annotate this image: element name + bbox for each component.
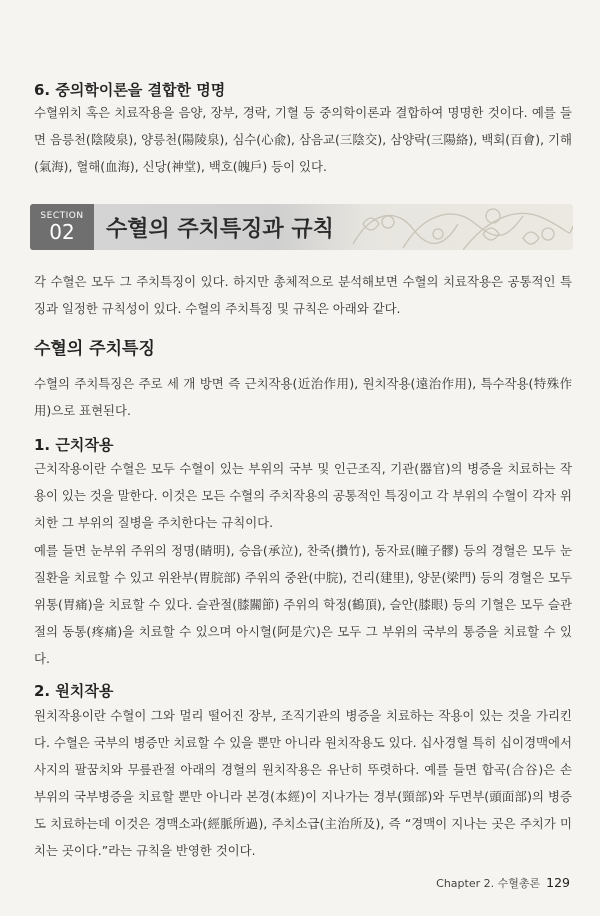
section-banner: [30, 204, 573, 250]
sub1-paragraph-2: 예를 들면 눈부위 주위의 정명(睛明), 승읍(承泣), 찬죽(攢竹), 동자료(瞳子髎) 등의 경혈은 모두 눈질환을 치료할 수 있고 위완부(胃脘部) 주위의 중완(中脘), 건리(建里), 양문(梁門) 등의 경혈은 모두 위통(胃痛)을 치료할 수 있다. 슬관절(膝關節) 주위의 학정(鶴頂), 슬안(膝眼) 등의 기혈은 모두 슬관절의 동통(疼痛)을 치료할 수 있으며 아시혈(阿是穴)은 모두 그 부위의 국부의 통증을 치료할 수 있다.: [34, 543, 572, 666]
page-number: 129: [546, 875, 570, 890]
floral-pattern-icon: [343, 204, 573, 250]
section-number-box: [30, 204, 94, 250]
section-label: SECTION: [40, 211, 84, 221]
section-number: 02: [49, 220, 75, 244]
banner-title: 수혈의 주치특징과 규칙: [106, 217, 334, 242]
intro-paragraph: 각 수혈은 모두 그 주치특징이 있다. 하지만 총체적으로 분석해보면 수혈의 치료작용은 공통적인 특징과 일정한 규칙성이 있다. 수혈의 주치특징 및 규칙은 아래와 같다.: [34, 274, 572, 316]
sub1-heading: 1. 근치작용: [34, 436, 114, 454]
main-paragraph: 수혈의 주치특징은 주로 세 개 방면 즉 근치작용(近治作用), 원치작용(遠治作用), 특수작용(特殊作用)으로 표현된다.: [34, 376, 572, 418]
section6-heading: 6. 중의학이론을 결합한 명명: [34, 81, 226, 99]
chapter-label: Chapter 2. 수혈총론: [436, 877, 541, 890]
main-heading: 수혈의 주치특징: [34, 339, 155, 359]
sub2-heading: 2. 원치작용: [34, 682, 114, 700]
sub1-paragraph-1: 근치작용이란 수혈은 모두 수혈이 있는 부위의 국부 및 인근조직, 기관(器官)의 병증을 치료하는 작용이 있는 것을 말한다. 이것은 모든 수혈의 주치작용의 공통적인 특징이고 각 부위의 수혈이 각자 위치한 그 부위의 질병을 주치한다는 규칙이다.: [34, 461, 572, 530]
page-footer: [436, 875, 570, 891]
sub2-paragraph-1: 원치작용이란 수혈이 그와 멀리 떨어진 장부, 조직기관의 병증을 치료하는 작용이 있는 것을 가리킨다. 수혈은 국부의 병증만 치료할 수 있을 뿐만 아니라 원치작용도 있다. 십사경혈 특히 십이경맥에서 사지의 팔꿈치와 무릎관절 아래의 경혈의 원치작용은 유난히 뚜렷하다. 예를 들면 합곡(合谷)은 손 부위의 국부병증을 치료할 뿐만 아니라 본경(本經)이 지나가는 경부(頸部)와 두면부(頭面部)의 병증도 치료하는데 이것은 경맥소과(經脈所過), 주치소급(主治所及), 즉 “경맥이 지나는 곳은 주치가 미치는 곳이다.”라는 규칙을 반영한 것이다.: [34, 708, 572, 858]
section6-paragraph: 수혈위치 혹은 치료작용을 음양, 장부, 경락, 기혈 등 중의학이론과 결합하여 명명한 것이다. 예를 들면 음릉천(陰陵泉), 양릉천(陽陵泉), 심수(心兪), 삼음교(三陰交), 삼양락(三陽絡), 백회(百會), 기해(氣海), 혈해(血海), 신당(神堂), 백호(魄戶) 등이 있다.: [34, 105, 572, 174]
